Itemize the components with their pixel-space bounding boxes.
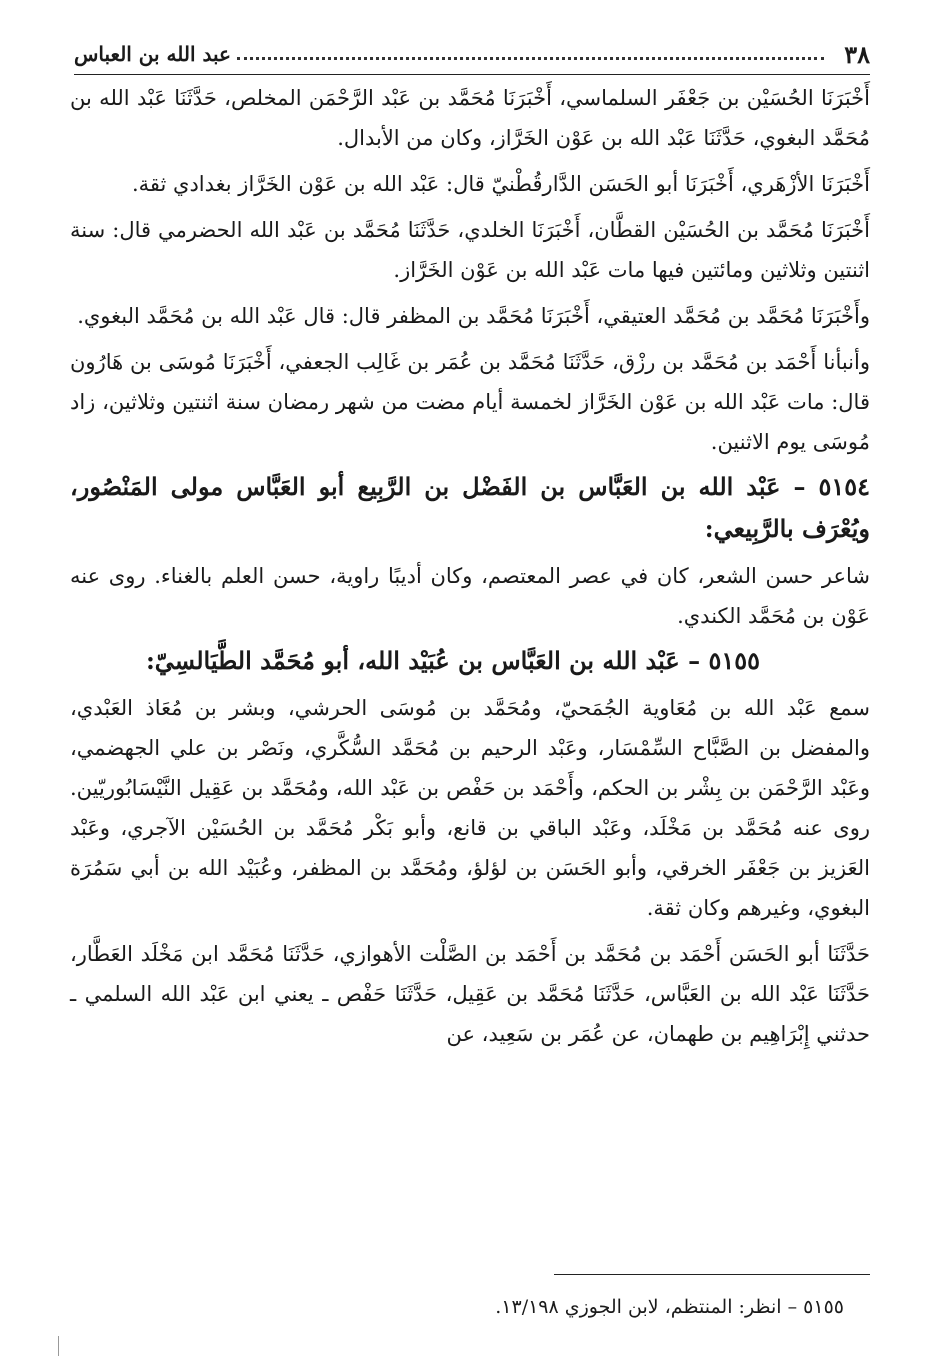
footnote: ٥١٥٥ – انظر: المنتظم، لابن الجوزي ١٣/١٩٨. <box>495 1296 844 1318</box>
page-number: ٣٨ <box>844 39 870 69</box>
entry-text-5155-isnad: حَدَّثَنَا أبو الحَسَن أَحْمَد بن مُحَمَّد بن أَحْمَد بن الصَّلْت الأهوازي، حَدَّثَنَا مُحَمَّد ابن مَخْلَد العَطَّار، حَدَّثَنَا عَبْد الله بن العَبَّاس، حَدَّثَنَا مُحَمَّد بن عَقِيل، حَدَّثَنَا حَفْص ـ يعني ابن عَبْد الله السلمي ـ حدثني إِبْرَاهِيم بن طهمان، عن عُمَر بن سَعِيد، عن <box>70 942 870 1046</box>
entry-text-5155: سمع عَبْد الله بن مُعَاوية الجُمَحيّ، ومُحَمَّد بن مُوسَى الحرشي، وبشر بن مُعَاذ العَبْدي، والمفضل بن الصَّبَّاح السِّمْسَار، وعَبْد الرحيم بن مُحَمَّد السُّكَّري، ونَصْر بن علي الجهضمي، وعَبْد الرَّحْمَن بن بِشْر بن الحكم، وأَحْمَد بن حَفْص بن عَبْد الله، ومُحَمَّد بن عَقِيل النَّيْسَابُوريّين. روى عنه مُحَمَّد بن مَخْلَد، وعَبْد الباقي بن قانع، وأبو بَكْر مُحَمَّد بن الحُسَيْن الآجري، وعَبْد العَزيز بن جَعْفَر الخرقي، وأبو الحَسَن بن لؤلؤ، ومُحَمَّد بن المظفر، وعُبَيْد الله بن أبي سَمُرَة البغوي، وغيرهم وكان ثقة. <box>70 696 870 920</box>
paragraph: أَخْبَرَنَا الحُسَيْن بن جَعْفَر السلماسي، أَخْبَرَنَا مُحَمَّد بن عَبْد الرَّحْمَن المخلص، حَدَّثَنَا عَبْد الله بن مُحَمَّد البغوي، حَدَّثَنَا عَبْد الله بن عَوْن الخَرَّاز، وكان من الأبدال. <box>70 86 870 150</box>
paragraph: وأَخْبَرَنَا مُحَمَّد بن مُحَمَّد العتيقي، أَخْبَرَنَا مُحَمَّد بن المظفر قال: قال عَبْد الله بن مُحَمَّد البغوي. <box>77 304 870 328</box>
entry-heading-5155: ٥١٥٥ – عَبْد الله بن العَبَّاس بن عُبَيْد الله، أبو مُحَمَّد الطَّيَالسِيّ: <box>145 646 760 675</box>
entry-heading-5154: ٥١٥٤ – عَبْد الله بن العَبَّاس بن الفَضْل بن الرَّبِيع أبو العَبَّاس مولى المَنْصُور، ويُعْرَف بالرَّبِيعي: <box>70 472 870 543</box>
running-title: عبد الله بن العباس <box>74 42 231 66</box>
margin-mark <box>58 1336 59 1356</box>
page-body <box>70 78 870 1056</box>
paragraph: وأنبأنا أَحْمَد بن مُحَمَّد بن رزْق، حَدَّثَنَا مُحَمَّد بن عُمَر بن غَالِب الجعفي، أَخْبَرَنَا مُوسَى بن هَارُون قال: مات عَبْد الله بن عَوْن الخَرَّاز لخمسة أيام مضت من شهر رمضان سنة اثنتين وثلاثين، زاد مُوسَى يوم الاثنين. <box>70 350 870 454</box>
header-dot-leader <box>237 57 824 60</box>
page-header <box>74 34 870 75</box>
paragraph: أَخْبَرَنَا الأزْهَري، أَخْبَرَنَا أبو الحَسَن الدَّارقُطْنيّ قال: عَبْد الله بن عَوْن الخَرَّاز بغدادي ثقة. <box>131 172 870 196</box>
entry-text-5154: شاعر حسن الشعر، كان في عصر المعتصم، وكان أديبًا راوية، حسن العلم بالغناء. روى عنه عَوْن بن مُحَمَّد الكندي. <box>70 564 870 628</box>
paragraph: أَخْبَرَنَا مُحَمَّد بن الحُسَيْن القطَّان، أَخْبَرَنَا الخلدي، حَدَّثَنَا مُحَمَّد بن عَبْد الله الحضرمي قال: سنة اثنتين وثلاثين ومائتين فيها مات عَبْد الله بن عَوْن الخَرَّاز. <box>70 218 870 282</box>
footnote-separator <box>554 1274 870 1275</box>
